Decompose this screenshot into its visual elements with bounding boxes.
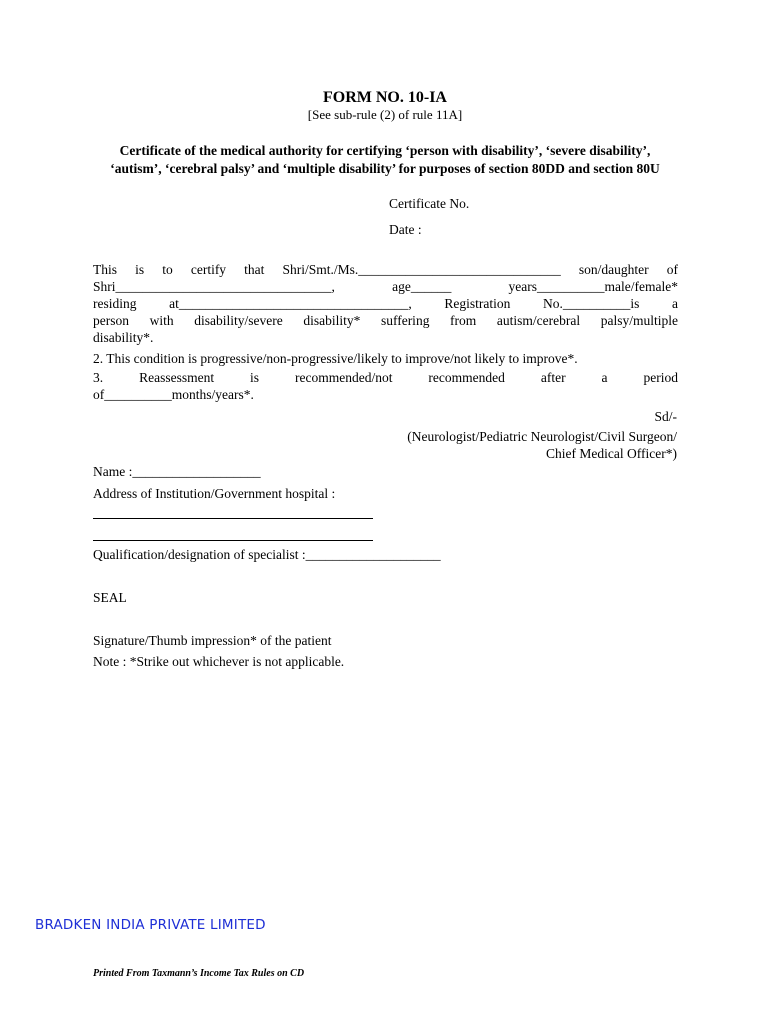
certification-paragraph <box>93 261 678 346</box>
address-field-label: Address of Institution/Government hospital : <box>93 486 336 501</box>
condition-paragraph <box>93 350 678 367</box>
note-text: Note : *Strike out whichever is not applicable. <box>93 654 345 669</box>
paragraph-line: disability*. <box>93 330 154 345</box>
address-blank-line <box>93 518 373 519</box>
sd-mark: Sd/- <box>654 409 677 424</box>
paragraph-line: This is to certify that Shri/Smt./Ms.______________________________ son/daughter of <box>93 262 678 277</box>
name-field: Name :___________________ <box>93 464 261 479</box>
signature-label: Signature/Thumb impression* of the patient <box>93 633 332 648</box>
certificate-no-label: Certificate No. <box>389 196 470 211</box>
company-name: BRADKEN INDIA PRIVATE LIMITED <box>35 917 266 933</box>
authority-line: Chief Medical Officer*) <box>546 446 677 461</box>
form-title: FORM NO. 10-IA <box>323 89 447 106</box>
authority-line: (Neurologist/Pediatric Neurologist/Civil Surgeon/ <box>407 429 677 444</box>
paragraph-line: Shri________________________________, age______ years__________male/female* <box>93 279 678 294</box>
date-label: Date : <box>389 222 422 237</box>
reassessment-paragraph <box>93 369 678 403</box>
paragraph-line: person with disability/severe disability* suffering from autism/cerebral palsy/multiple <box>93 313 678 328</box>
signing-authority <box>407 428 677 462</box>
paragraph-line: 3. Reassessment is recommended/not recommended after a period <box>93 370 678 385</box>
paragraph-line: residing at__________________________________, Registration No.__________is a <box>93 296 678 311</box>
address-blank-line <box>93 540 373 541</box>
form-heading: Certificate of the medical authority for certifying ‘person with disability’, ‘severe disability’, ‘autism’, ‘cerebral palsy’ and ‘multiple disability’ for purposes of section 80DD and section 80U <box>110 143 660 176</box>
form-subrule: [See sub-rule (2) of rule 11A] <box>307 107 463 122</box>
printed-from-footer: Printed From Taxmann’s Income Tax Rules on CD <box>93 968 305 979</box>
qualification-field: Qualification/designation of specialist :____________________ <box>93 547 441 562</box>
paragraph-line: of__________months/years*. <box>93 387 254 402</box>
paragraph-line: 2. This condition is progressive/non-progressive/likely to improve/not likely to improve*. <box>93 351 578 366</box>
seal-label: SEAL <box>93 590 127 605</box>
